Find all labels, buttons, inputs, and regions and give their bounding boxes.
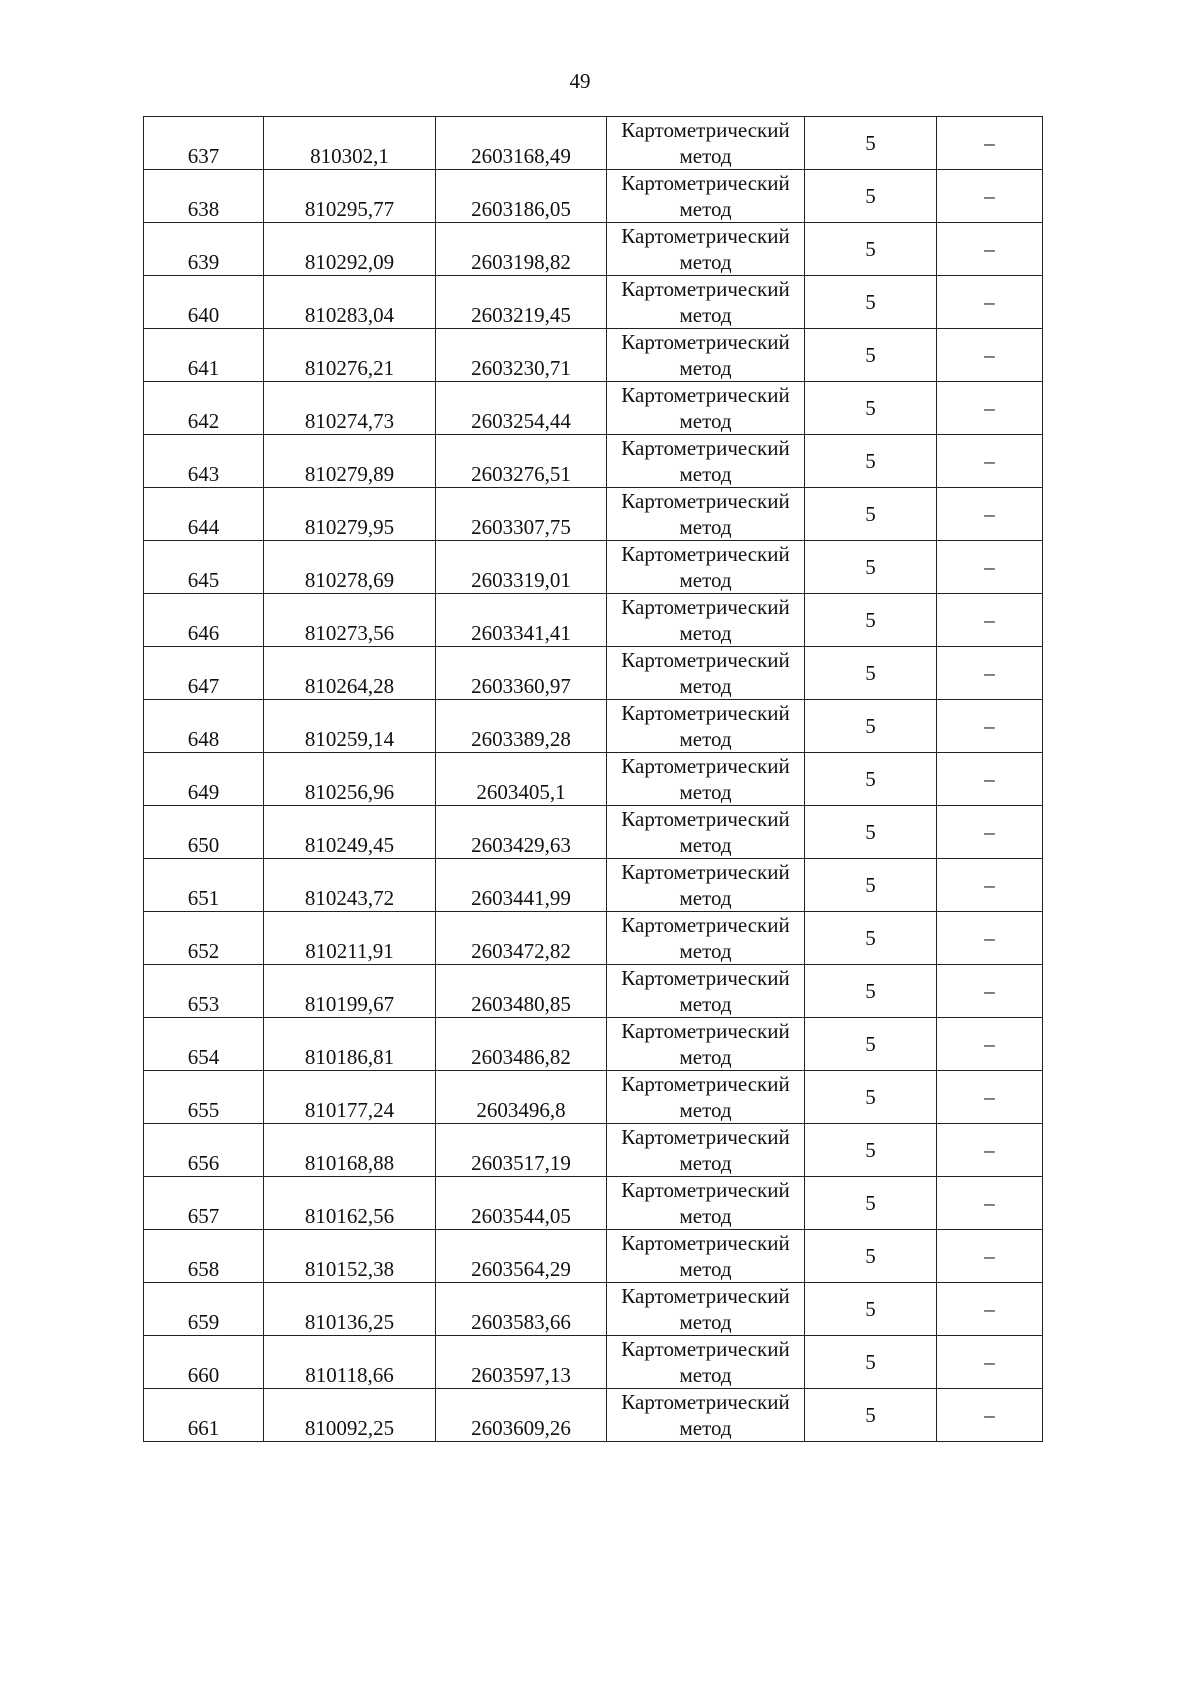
x-coordinate-cell: 810168,88	[264, 1124, 436, 1177]
note-cell: –	[937, 753, 1043, 806]
note-cell: –	[937, 912, 1043, 965]
y-coordinate-cell: 2603389,28	[436, 700, 607, 753]
method-line: метод	[679, 939, 732, 963]
method-cell	[607, 594, 805, 647]
note-cell: –	[937, 276, 1043, 329]
method-cell	[607, 382, 805, 435]
method-line: Картометрический	[621, 171, 790, 195]
point-number-cell: 637	[144, 117, 264, 170]
table-row	[144, 170, 1043, 223]
point-number-cell: 658	[144, 1230, 264, 1283]
y-coordinate-cell: 2603307,75	[436, 488, 607, 541]
x-coordinate-cell: 810302,1	[264, 117, 436, 170]
method-line: Картометрический	[621, 1072, 790, 1096]
y-coordinate-cell: 2603583,66	[436, 1283, 607, 1336]
accuracy-cell: 5	[805, 859, 937, 912]
point-number-cell: 654	[144, 1018, 264, 1071]
point-number-cell: 651	[144, 859, 264, 912]
method-line: Картометрический	[621, 1125, 790, 1149]
accuracy-cell: 5	[805, 753, 937, 806]
method-cell	[607, 647, 805, 700]
x-coordinate-cell: 810278,69	[264, 541, 436, 594]
method-cell	[607, 541, 805, 594]
table-row	[144, 1018, 1043, 1071]
method-line: метод	[679, 568, 732, 592]
note-cell: –	[937, 594, 1043, 647]
accuracy-cell: 5	[805, 912, 937, 965]
y-coordinate-cell: 2603198,82	[436, 223, 607, 276]
point-number-cell: 639	[144, 223, 264, 276]
method-cell	[607, 912, 805, 965]
method-line: метод	[679, 250, 732, 274]
method-line: Картометрический	[621, 595, 790, 619]
table-row	[144, 276, 1043, 329]
method-cell	[607, 329, 805, 382]
note-cell: –	[937, 541, 1043, 594]
table-row	[144, 1071, 1043, 1124]
point-number-cell: 638	[144, 170, 264, 223]
note-cell: –	[937, 1336, 1043, 1389]
table-row	[144, 1124, 1043, 1177]
method-line: метод	[679, 1045, 732, 1069]
table-row	[144, 965, 1043, 1018]
method-line: Картометрический	[621, 330, 790, 354]
x-coordinate-cell: 810162,56	[264, 1177, 436, 1230]
note-cell: –	[937, 1071, 1043, 1124]
y-coordinate-cell: 2603544,05	[436, 1177, 607, 1230]
method-line: метод	[679, 1363, 732, 1387]
x-coordinate-cell: 810092,25	[264, 1389, 436, 1442]
method-cell	[607, 1389, 805, 1442]
accuracy-cell: 5	[805, 647, 937, 700]
method-cell	[607, 806, 805, 859]
table-row	[144, 912, 1043, 965]
note-cell: –	[937, 1018, 1043, 1071]
method-cell	[607, 1283, 805, 1336]
method-line: Картометрический	[621, 860, 790, 884]
x-coordinate-cell: 810211,91	[264, 912, 436, 965]
method-line: метод	[679, 1257, 732, 1281]
y-coordinate-cell: 2603254,44	[436, 382, 607, 435]
table-row	[144, 117, 1043, 170]
note-cell: –	[937, 700, 1043, 753]
point-number-cell: 657	[144, 1177, 264, 1230]
method-line: Картометрический	[621, 224, 790, 248]
method-line: метод	[679, 1151, 732, 1175]
table-row	[144, 859, 1043, 912]
point-number-cell: 649	[144, 753, 264, 806]
method-line: метод	[679, 886, 732, 910]
table-row	[144, 1389, 1043, 1442]
accuracy-cell: 5	[805, 170, 937, 223]
y-coordinate-cell: 2603480,85	[436, 965, 607, 1018]
x-coordinate-cell: 810279,95	[264, 488, 436, 541]
note-cell: –	[937, 1230, 1043, 1283]
y-coordinate-cell: 2603472,82	[436, 912, 607, 965]
point-number-cell: 661	[144, 1389, 264, 1442]
x-coordinate-cell: 810276,21	[264, 329, 436, 382]
accuracy-cell: 5	[805, 223, 937, 276]
accuracy-cell: 5	[805, 117, 937, 170]
table-row	[144, 1177, 1043, 1230]
accuracy-cell: 5	[805, 488, 937, 541]
x-coordinate-cell: 810264,28	[264, 647, 436, 700]
x-coordinate-cell: 810249,45	[264, 806, 436, 859]
method-line: Картометрический	[621, 1019, 790, 1043]
accuracy-cell: 5	[805, 1124, 937, 1177]
point-number-cell: 642	[144, 382, 264, 435]
table-row	[144, 1230, 1043, 1283]
point-number-cell: 652	[144, 912, 264, 965]
accuracy-cell: 5	[805, 1389, 937, 1442]
accuracy-cell: 5	[805, 806, 937, 859]
method-line: Картометрический	[621, 754, 790, 778]
method-line: Картометрический	[621, 1390, 790, 1414]
x-coordinate-cell: 810279,89	[264, 435, 436, 488]
point-number-cell: 643	[144, 435, 264, 488]
table-row	[144, 435, 1043, 488]
method-cell	[607, 1336, 805, 1389]
accuracy-cell: 5	[805, 594, 937, 647]
method-cell	[607, 1177, 805, 1230]
coordinates-table	[143, 116, 1043, 1442]
method-line: Картометрический	[621, 1178, 790, 1202]
note-cell: –	[937, 435, 1043, 488]
method-line: Картометрический	[621, 383, 790, 407]
x-coordinate-cell: 810118,66	[264, 1336, 436, 1389]
note-cell: –	[937, 806, 1043, 859]
point-number-cell: 656	[144, 1124, 264, 1177]
page-number: 49	[569, 69, 591, 93]
table-row	[144, 806, 1043, 859]
method-line: Картометрический	[621, 966, 790, 990]
y-coordinate-cell: 2603341,41	[436, 594, 607, 647]
point-number-cell: 650	[144, 806, 264, 859]
x-coordinate-cell: 810274,73	[264, 382, 436, 435]
method-cell	[607, 1124, 805, 1177]
method-line: метод	[679, 1416, 732, 1440]
method-line: Картометрический	[621, 807, 790, 831]
y-coordinate-cell: 2603486,82	[436, 1018, 607, 1071]
table-row	[144, 382, 1043, 435]
x-coordinate-cell: 810186,81	[264, 1018, 436, 1071]
y-coordinate-cell: 2603429,63	[436, 806, 607, 859]
note-cell: –	[937, 647, 1043, 700]
point-number-cell: 648	[144, 700, 264, 753]
method-cell	[607, 117, 805, 170]
x-coordinate-cell: 810283,04	[264, 276, 436, 329]
y-coordinate-cell: 2603186,05	[436, 170, 607, 223]
method-line: метод	[679, 1098, 732, 1122]
point-number-cell: 660	[144, 1336, 264, 1389]
accuracy-cell: 5	[805, 435, 937, 488]
method-line: Картометрический	[621, 1337, 790, 1361]
method-cell	[607, 753, 805, 806]
x-coordinate-cell: 810152,38	[264, 1230, 436, 1283]
y-coordinate-cell: 2603219,45	[436, 276, 607, 329]
method-line: метод	[679, 197, 732, 221]
method-line: метод	[679, 621, 732, 645]
method-line: метод	[679, 356, 732, 380]
point-number-cell: 645	[144, 541, 264, 594]
accuracy-cell: 5	[805, 382, 937, 435]
table-row	[144, 594, 1043, 647]
accuracy-cell: 5	[805, 1071, 937, 1124]
method-cell	[607, 700, 805, 753]
method-line: Картометрический	[621, 701, 790, 725]
x-coordinate-cell: 810136,25	[264, 1283, 436, 1336]
x-coordinate-cell: 810273,56	[264, 594, 436, 647]
note-cell: –	[937, 488, 1043, 541]
method-line: Картометрический	[621, 542, 790, 566]
method-line: метод	[679, 1204, 732, 1228]
method-cell	[607, 965, 805, 1018]
method-line: Картометрический	[621, 1231, 790, 1255]
accuracy-cell: 5	[805, 965, 937, 1018]
method-line: метод	[679, 780, 732, 804]
y-coordinate-cell: 2603276,51	[436, 435, 607, 488]
table-row	[144, 1283, 1043, 1336]
note-cell: –	[937, 170, 1043, 223]
table-row	[144, 753, 1043, 806]
note-cell: –	[937, 117, 1043, 170]
method-line: Картометрический	[621, 118, 790, 142]
method-line: Картометрический	[621, 648, 790, 672]
accuracy-cell: 5	[805, 1018, 937, 1071]
table-row	[144, 1336, 1043, 1389]
y-coordinate-cell: 2603441,99	[436, 859, 607, 912]
note-cell: –	[937, 1283, 1043, 1336]
point-number-cell: 644	[144, 488, 264, 541]
y-coordinate-cell: 2603517,19	[436, 1124, 607, 1177]
y-coordinate-cell: 2603360,97	[436, 647, 607, 700]
note-cell: –	[937, 1177, 1043, 1230]
accuracy-cell: 5	[805, 1230, 937, 1283]
point-number-cell: 641	[144, 329, 264, 382]
method-cell	[607, 223, 805, 276]
x-coordinate-cell: 810243,72	[264, 859, 436, 912]
method-line: метод	[679, 409, 732, 433]
table-row	[144, 488, 1043, 541]
method-line: Картометрический	[621, 436, 790, 460]
y-coordinate-cell: 2603319,01	[436, 541, 607, 594]
point-number-cell: 647	[144, 647, 264, 700]
method-line: метод	[679, 515, 732, 539]
y-coordinate-cell: 2603609,26	[436, 1389, 607, 1442]
note-cell: –	[937, 859, 1043, 912]
method-line: метод	[679, 833, 732, 857]
accuracy-cell: 5	[805, 276, 937, 329]
y-coordinate-cell: 2603597,13	[436, 1336, 607, 1389]
method-line: метод	[679, 727, 732, 751]
method-line: Картометрический	[621, 489, 790, 513]
method-line: метод	[679, 1310, 732, 1334]
accuracy-cell: 5	[805, 700, 937, 753]
method-line: метод	[679, 303, 732, 327]
table-row	[144, 541, 1043, 594]
x-coordinate-cell: 810292,09	[264, 223, 436, 276]
note-cell: –	[937, 329, 1043, 382]
method-line: Картометрический	[621, 913, 790, 937]
method-line: метод	[679, 992, 732, 1016]
table-row	[144, 700, 1043, 753]
method-cell	[607, 170, 805, 223]
point-number-cell: 659	[144, 1283, 264, 1336]
x-coordinate-cell: 810199,67	[264, 965, 436, 1018]
note-cell: –	[937, 965, 1043, 1018]
note-cell: –	[937, 1389, 1043, 1442]
method-cell	[607, 1018, 805, 1071]
method-line: Картометрический	[621, 1284, 790, 1308]
y-coordinate-cell: 2603168,49	[436, 117, 607, 170]
x-coordinate-cell: 810177,24	[264, 1071, 436, 1124]
y-coordinate-cell: 2603564,29	[436, 1230, 607, 1283]
point-number-cell: 653	[144, 965, 264, 1018]
y-coordinate-cell: 2603230,71	[436, 329, 607, 382]
method-cell	[607, 435, 805, 488]
method-cell	[607, 1071, 805, 1124]
x-coordinate-cell: 810259,14	[264, 700, 436, 753]
point-number-cell: 640	[144, 276, 264, 329]
accuracy-cell: 5	[805, 541, 937, 594]
y-coordinate-cell: 2603496,8	[436, 1071, 607, 1124]
method-cell	[607, 1230, 805, 1283]
method-cell	[607, 488, 805, 541]
table-body	[144, 117, 1043, 1442]
point-number-cell: 655	[144, 1071, 264, 1124]
method-cell	[607, 276, 805, 329]
point-number-cell: 646	[144, 594, 264, 647]
table-row	[144, 329, 1043, 382]
y-coordinate-cell: 2603405,1	[436, 753, 607, 806]
note-cell: –	[937, 1124, 1043, 1177]
note-cell: –	[937, 223, 1043, 276]
method-line: метод	[679, 144, 732, 168]
accuracy-cell: 5	[805, 1336, 937, 1389]
accuracy-cell: 5	[805, 1177, 937, 1230]
method-line: Картометрический	[621, 277, 790, 301]
accuracy-cell: 5	[805, 329, 937, 382]
x-coordinate-cell: 810256,96	[264, 753, 436, 806]
method-line: метод	[679, 462, 732, 486]
note-cell: –	[937, 382, 1043, 435]
table-row	[144, 223, 1043, 276]
accuracy-cell: 5	[805, 1283, 937, 1336]
method-line: метод	[679, 674, 732, 698]
x-coordinate-cell: 810295,77	[264, 170, 436, 223]
table-row	[144, 647, 1043, 700]
method-cell	[607, 859, 805, 912]
